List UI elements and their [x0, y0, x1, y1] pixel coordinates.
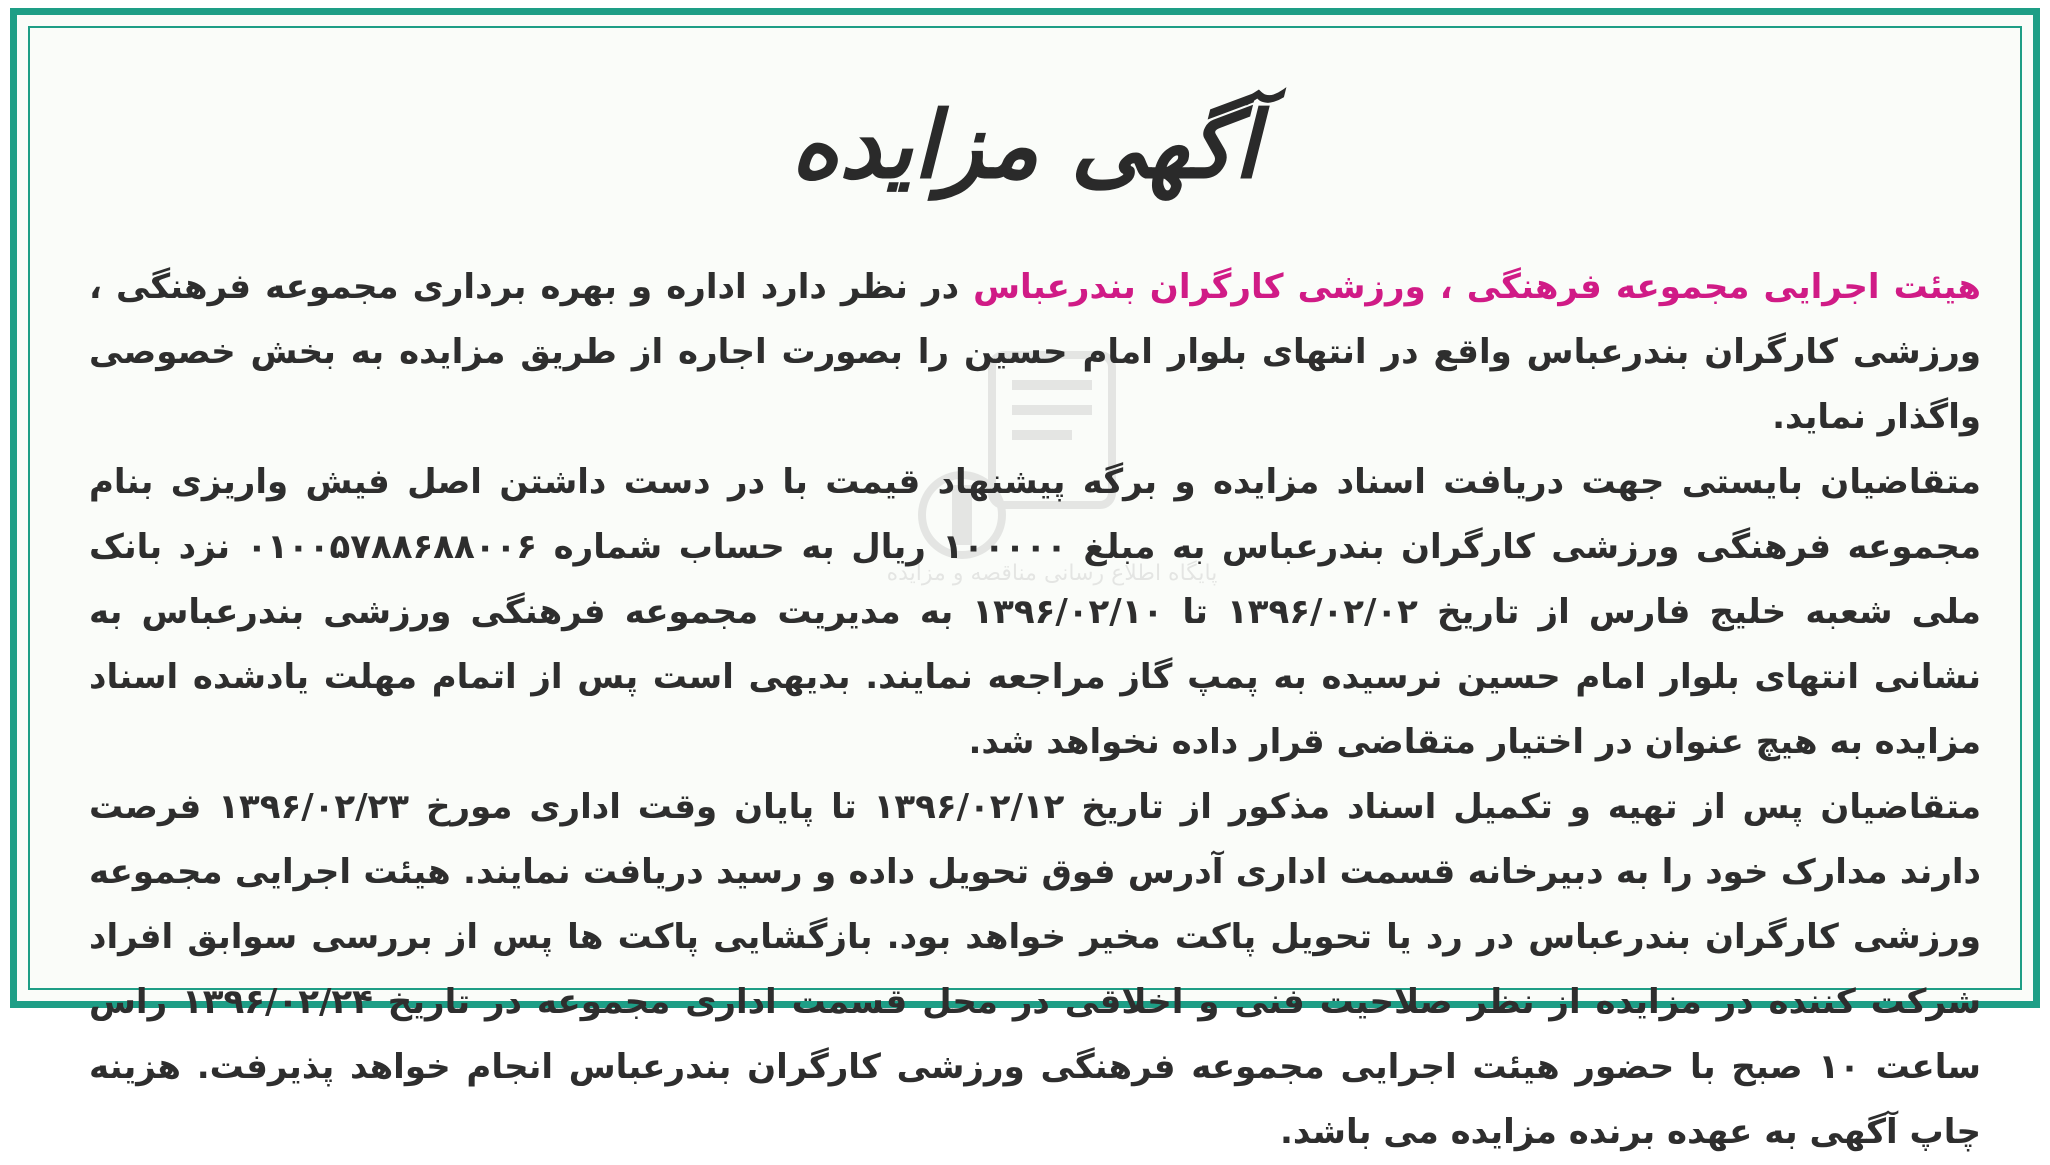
organizer-name: هیئت اجرایی مجموعه فرهنگی ، ورزشی کارگران بندرعباس — [973, 267, 1981, 307]
paragraph-1 — [89, 255, 1981, 450]
paragraph-1-text: در نظر دارد اداره و بهره برداری مجموعه فرهنگی ، ورزشی کارگران بندرعباس واقع در انتهای بلوار امام حسین را بصورت اجاره از طریق مزایده به بخش خصوصی واگذار نماید. — [89, 267, 1981, 437]
paragraph-3: متقاضیان پس از تهیه و تکمیل اسناد مذکور از تاریخ ۱۳۹۶/۰۲/۱۲ تا پایان وقت اداری مورخ ۱۳۹۶/۰۲/۲۳ فرصت دارند مدارک خود را به دبیرخانه قسمت اداری آدرس فوق تحویل داده و رسید دریافت نمایند. هیئت اجرایی مجموعه ورزشی کارگران بندرعباس در رد یا تحویل پاکت مخیر خواهد بود. بازگشایی پاکت ها پس از بررسی سوابق افراد شرکت کننده در مزایده از نظر صلاحیت فنی و اخلاقی در محل قسمت اداری مجموعه در تاریخ ۱۳۹۶/۰۲/۲۴ راس ساعت ۱۰ صبح با حضور هیئت اجرایی مجموعه فرهنگی ورزشی کارگران بندرعباس انجام خواهد پذیرفت. هزینه چاپ آگهی به عهده برنده مزایده می باشد. — [89, 787, 1982, 1152]
notice-title: آگهی مزایده — [790, 91, 1260, 199]
notice-body — [89, 255, 1981, 1165]
notice-frame — [10, 8, 2040, 1152]
paragraph-2: متقاضیان بایستی جهت دریافت اسناد مزایده و برگه پیشنهاد قیمت با در دست داشتن اصل فیش واریزی بنام مجموعه فرهنگی ورزشی کارگران بندرعباس به مبلغ ۱۰۰۰۰۰ ریال به حساب شماره ۰۱۰۰۵۷۸۸۶۸۸۰۰۶ نزد بانک ملی شعبه خلیج فارس از تاریخ ۱۳۹۶/۰۲/۰۲ تا ۱۳۹۶/۰۲/۱۰ به مدیریت مجموعه فرهنگی ورزشی بندرعباس به نشانی انتهای بلوار امام حسین نرسیده به پمپ گاز مراجعه نمایند. بدیهی است پس از اتمام مهلت یادشده اسناد مزایده به هیچ عنوان در اختیار متقاضی قرار داده نخواهد شد. — [89, 462, 1981, 762]
watermark-label: پایگاه اطلاع رسانی مناقصه و مزایده — [886, 561, 1218, 586]
